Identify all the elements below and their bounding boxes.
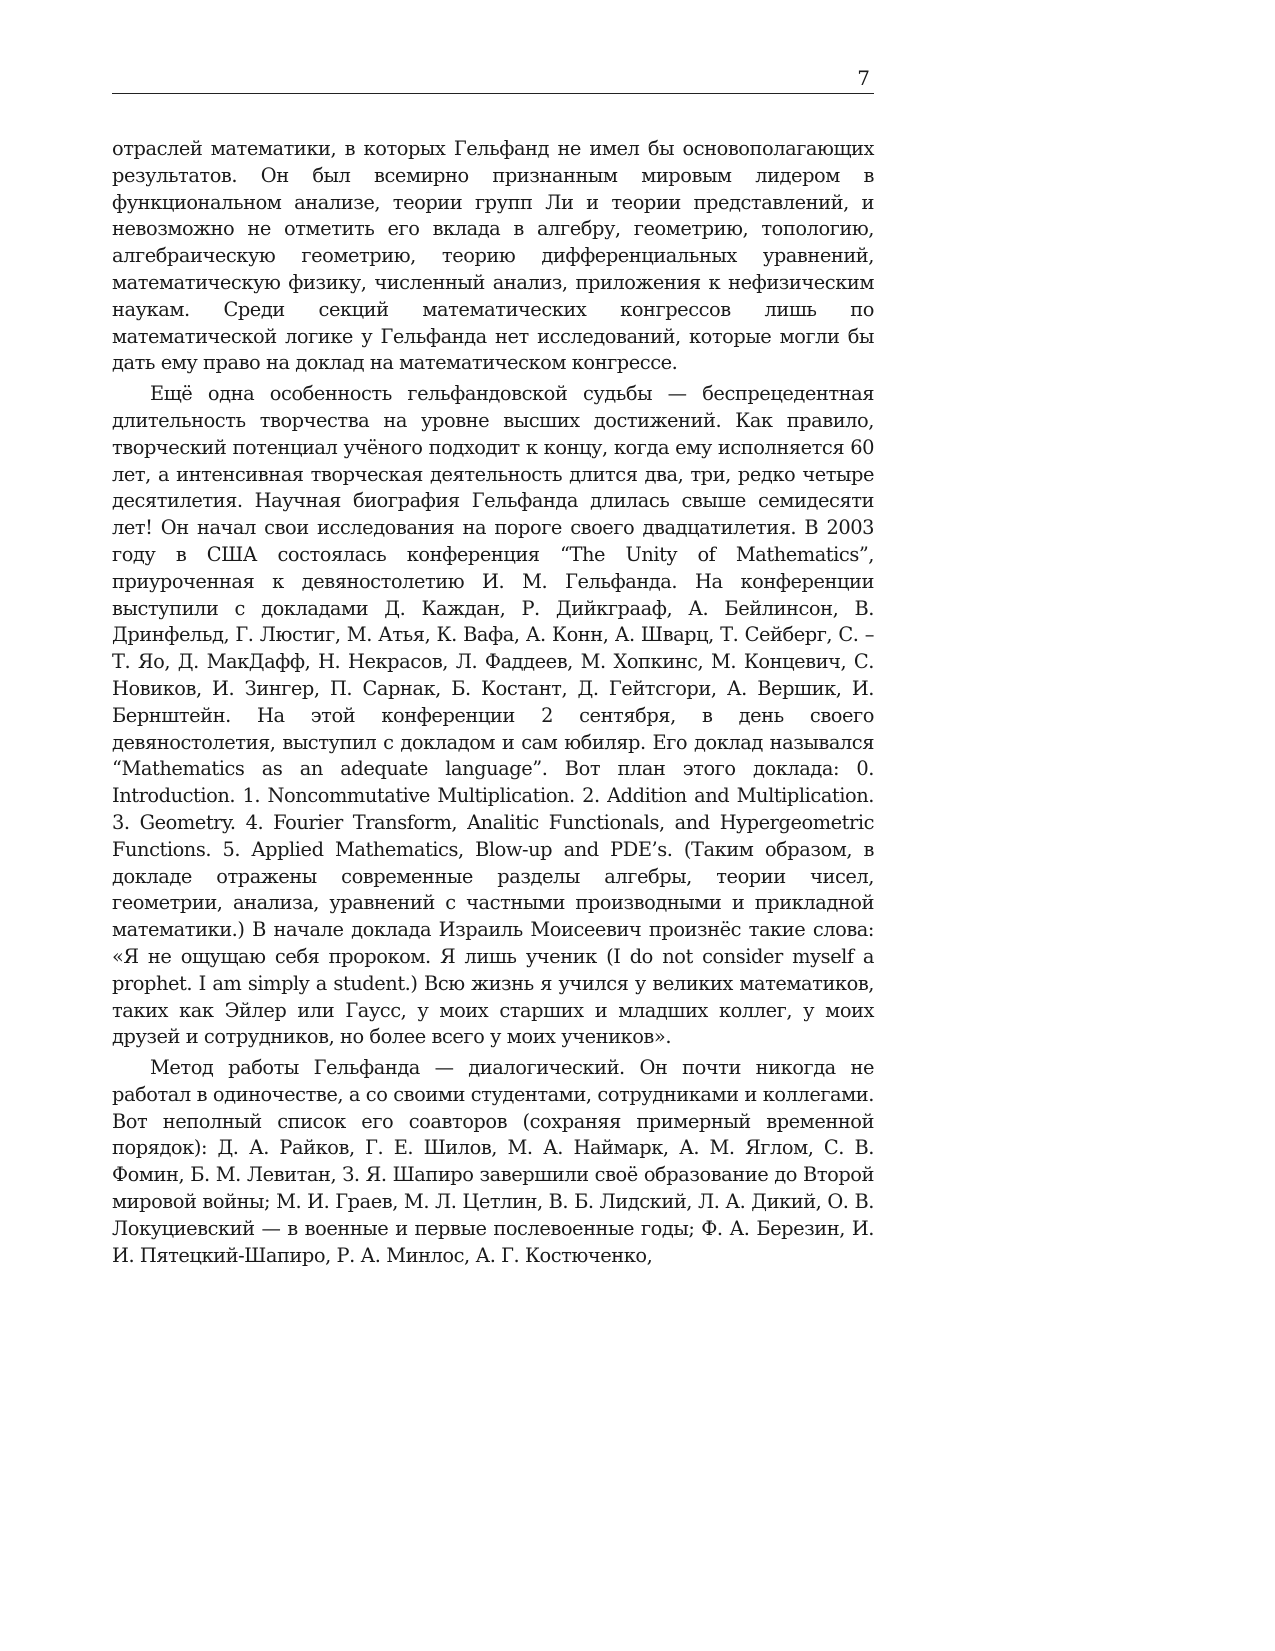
body-text bbox=[112, 136, 874, 1269]
header-rule bbox=[112, 93, 874, 94]
page-number: 7 bbox=[857, 66, 870, 90]
paragraph-continuation: отраслей математики, в которых Гельфанд не имел бы основополагающих результатов. Он был всемирно признанным мировым лидером в функциональном анализе, теории групп Ли и теории представлений, и невозможно не отметить его вклада в алгебру, геометрию, топологию, алгебраическую геометрию, теорию дифференциальных уравнений, математическую физику, численный анализ, приложения к нефизическим наукам. Среди секций математических конгрессов лишь по математической логике у Гельфанда нет исследований, которые могли бы дать ему право на доклад на математическом конгрессе. bbox=[112, 137, 874, 375]
paragraph-coauthors: Метод работы Гельфанда — диалогический. Он почти никогда не работал в одиночестве, а со своими студентами, сотрудниками и коллегами. Вот неполный список его соавторов (сохраняя примерный временной порядок): Д. А. Райков, Г. Е. Шилов, М. А. Наймарк, А. М. Яглом, С. В. Фомин, Б. М. Левитан, З. Я. Шапиро завершили своё образование до Второй мировой войны; М. И. Граев, М. Л. Цетлин, В. Б. Лидский, Л. А. Дикий, О. В. Локуциевский — в военные и первые послевоенные годы; Ф. А. Березин, И. И. Пятецкий-Шапиро, Р. А. Минлос, А. Г. Костюченко, bbox=[112, 1056, 874, 1267]
paragraph-longevity: Ещё одна особенность гельфандовской судьбы — беспрецедентная длительность творчества на уровне высших достижений. Как правило, творческий потенциал учёного подходит к концу, когда ему исполняется 60 лет, а интенсивная творческая деятельность длится два, три, редко четыре десятилетия. Научная биография Гельфанда длилась свыше семидесяти лет! Он начал свои исследования на пороге своего двадцатилетия. В 2003 году в США состоялась конференция “The Unity of Mathematics”, приуроченная к девяностолетию И. М. Гельфанда. На конференции выступили с докладами Д. Каждан, Р. Дийкграаф, А. Бейлинсон, В. Дринфельд, Г. Люстиг, М. Атья, К. Вафа, А. Конн, А. Шварц, Т. Сейберг, С. – Т. Яо, Д. МакДафф, Н. Некрасов, Л. Фаддеев, М. Хопкинс, М. Концевич, С. Новиков, И. Зингер, П. Сарнак, Б. Костант, Д. Гейтсгори, А. Вершик, И. Бернштейн. На этой конференции 2 сентября, в день своего девяностолетия, выступил с докладом и сам юбиляр. Его доклад назывался “Mathematics as an adequate language”. Вот план этого доклада: 0. Introduction. 1. Noncommutative Multiplication. 2. Addition and Multiplication. 3. Geometry. 4. Fourier Transform, Analitic Functionals, and Hypergeometric Functions. 5. Applied Mathematics, Blow-up and PDE’s. (Таким образом, в докладе отражены современные разделы алгебры, теории чисел, геометрии, анализа, уравнений с частными производными и прикладной математики.) В начале доклада Израиль Моисеевич произнёс такие слова: «Я не ощущаю себя пророком. Я лишь ученик (I do not consider myself a prophet. I am simply a student.) Всю жизнь я учился у великих математиков, таких как Эйлер или Гаусс, у моих старших и младших коллег, у моих друзей и сотрудников, но более всего у моих учеников». bbox=[112, 382, 874, 1049]
